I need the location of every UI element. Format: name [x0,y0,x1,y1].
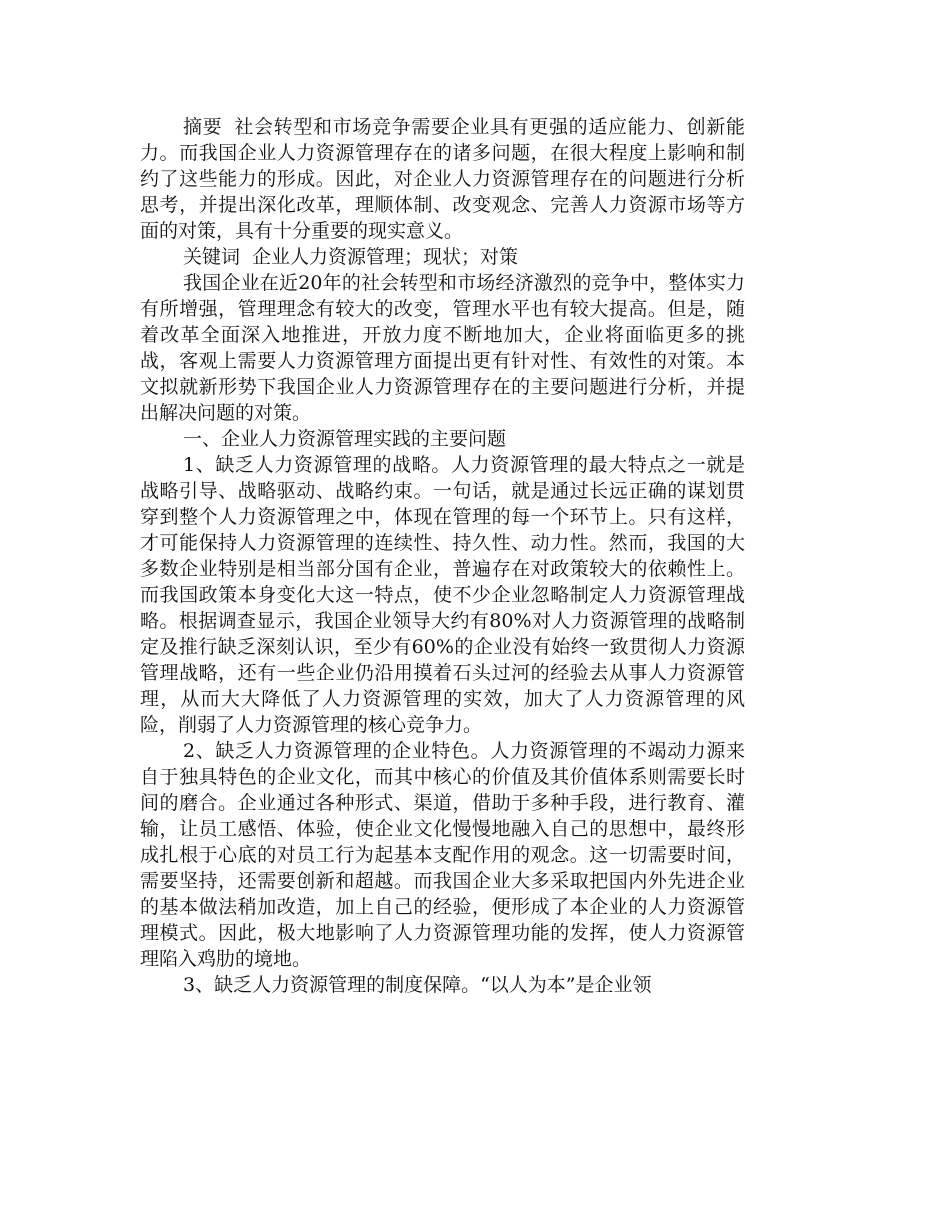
section-heading: 一、企业人力资源管理实践的主要问题 [183,428,507,450]
point-1-paragraph: 1、缺乏人力资源管理的战略。人力资源管理的最大特点之一就是战略引导、战略驱动、战略约束。一句话，就是通过长远正确的谋划贯穿到整个人力资源管理之中，体现在管理的每一个环节上。只有这样，才可能保持人力资源管理的连续性、持久性、动力性。然而，我国的大多数企业特别是相当部分国有企业，普遍存在对政策较大的依赖性上。而我国政策本身变化大这一特点，使不少企业忽略制定人力资源管理战略。根据调查显示，我国企业领导大约有80%对人力资源管理的战略制定及推行缺乏深刻认识，至少有60%的企业没有始终一致贯彻人力资源管理战略，还有一些企业仍沿用摸着石头过河的经验去从事人力资源管理，从而大大降低了人力资源管理的实效，加大了人力资源管理的风险，削弱了人力资源管理的核心竞争力。 [140,454,745,736]
intro-paragraph: 我国企业在近20年的社会转型和市场经济激烈的竞争中，整体实力有所增强，管理理念有较大的改变，管理水平也有较大提高。但是，随着改革全面深入地推进，开放力度不断地加大，企业将面临更多的挑战，客观上需要人力资源管理方面提出更有针对性、有效性的对策。本文拟就新形势下我国企业人力资源管理存在的主要问题进行分析，并提出解决问题的对策。 [140,272,745,424]
abstract-label: 摘要 [183,116,223,138]
document-page [140,114,745,998]
point-2-paragraph: 2、缺乏人力资源管理的企业特色。人力资源管理的不竭动力源来自于独具特色的企业文化，而其中核心的价值及其价值体系则需要长时间的磨合。企业通过各种形式、渠道，借助于多种手段，进行教育、灌输，让员工感悟、体验，使企业文化慢慢地融入自己的思想中，最终形成扎根于心底的对员工行为起基本支配作用的观念。这一切需要时间，需要坚持，还需要创新和超越。而我国企业大多采取把国内外先进企业的基本做法稍加改造，加上自己的经验，便形成了本企业的人力资源管理模式。因此，极大地影响了人力资源管理功能的发挥，使人力资源管理陷入鸡肋的境地。 [140,740,745,970]
keywords-paragraph [140,244,745,270]
abstract-paragraph [140,114,745,244]
point-3-paragraph: 3、缺乏人力资源管理的制度保障。“以人为本”是企业领 [183,974,652,996]
keywords-label: 关键词 [183,246,241,268]
keywords-text: 企业人力资源管理；现状；对策 [252,246,519,268]
abstract-text: 社会转型和市场竞争需要企业具有更强的适应能力、创新能力。而我国企业人力资源管理存在的诸多问题，在很大程度上影响和制约了这些能力的形成。因此，对企业人力资源管理存在的问题进行分析思考，并提出深化改革，理顺体制、改变观念、完善人力资源市场等方面的对策，具有十分重要的现实意义。 [140,116,745,242]
